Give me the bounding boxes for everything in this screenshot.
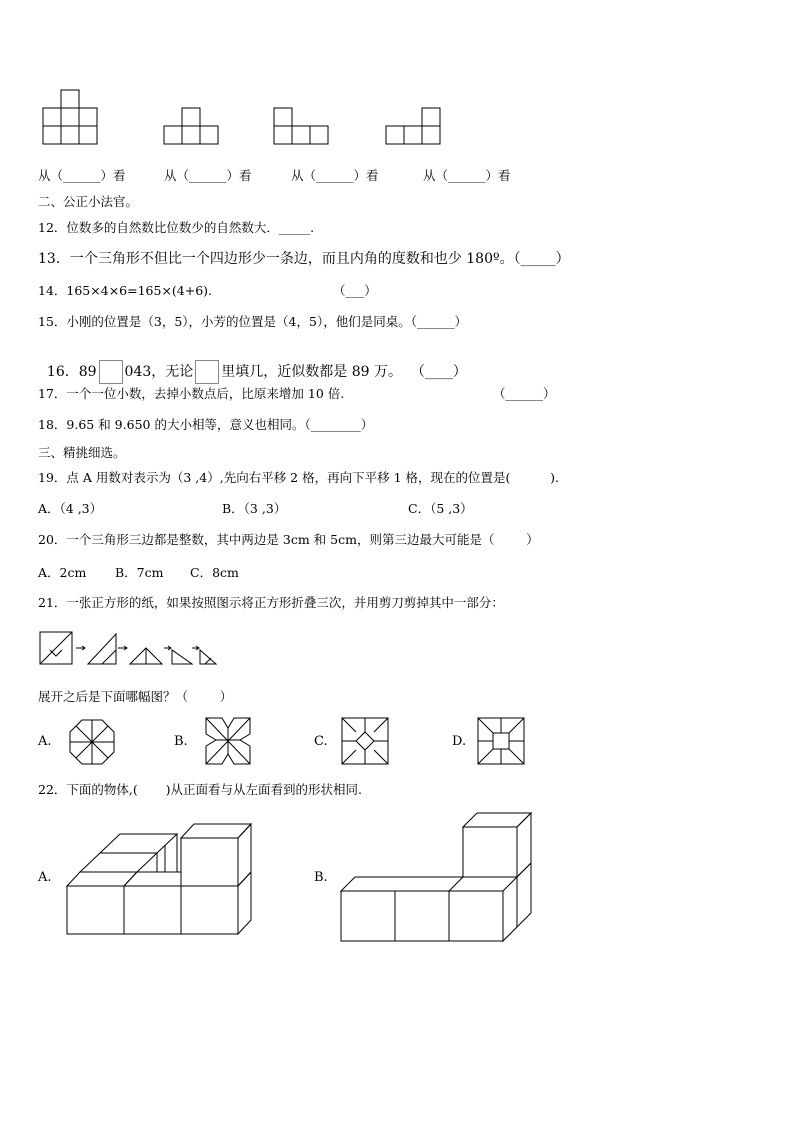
question-15: 15．小刚的位置是（3，5），小芳的位置是（4，5），他们是同桌。（______） [38, 314, 467, 329]
view-figure-1 [0, 0, 794, 160]
question-21-option-b: B. [174, 734, 188, 749]
option-b-figure [204, 716, 254, 768]
view-label-4: 从（______）看 [423, 168, 511, 183]
question-16-part-3: 里填几，近似数都是 89 万。 （____） [221, 364, 467, 380]
question-14-blank: （___） [333, 283, 377, 298]
question-19-option-b: B．（3 ,3） [222, 501, 287, 516]
question-21-prompt: 展开之后是下面哪幅图？（ ） [38, 689, 233, 704]
section-3-title: 三、精挑细选。 [38, 445, 126, 460]
blank-box [195, 360, 219, 384]
question-20-option-b: B．7cm [115, 565, 164, 580]
folding-sequence-figure [0, 620, 260, 670]
question-16 [38, 344, 467, 384]
question-17: 17．一个一位小数，去掉小数点后，比原来增加 10 倍. [38, 386, 345, 401]
question-12: 12．位数多的自然数比位数少的自然数大．_____. [38, 220, 315, 235]
option-a-figure [68, 718, 118, 768]
question-14: 14．165×4×6=165×(4+6). [38, 283, 213, 298]
question-17-blank: （______） [493, 386, 556, 401]
view-label-3: 从（______）看 [291, 168, 379, 183]
question-22-option-b: B. [314, 870, 328, 885]
question-21: 21．一张正方形的纸，如果按照图示将正方形折叠三次，并用剪刀剪掉其中一部分： [38, 595, 504, 610]
option-d-figure [476, 716, 528, 768]
question-18: 18．9.65 和 9.650 的大小相等，意义也相同。（________） [38, 417, 374, 432]
question-13: 13．一个三角形不但比一个四边形少一条边，而且内角的度数和也少 180º。（_____） [38, 251, 570, 267]
question-19-option-c: C．（5 ,3） [408, 501, 473, 516]
question-20-option-a: A．2cm [38, 565, 87, 580]
question-22: 22．下面的物体,( )从正面看与从左面看到的形状相同. [38, 782, 362, 797]
blank-box [99, 360, 123, 384]
question-16-part-1: 16．89 [46, 364, 97, 380]
question-22-option-a: A. [38, 870, 52, 885]
option-b-blocks-figure [0, 800, 600, 950]
section-2-title: 二、公正小法官。 [38, 194, 139, 209]
question-21-option-a: A. [38, 734, 52, 749]
question-21-option-d: D. [452, 734, 467, 749]
question-20: 20．一个三角形三边都是整数，其中两边是 3cm 和 5cm，则第三边最大可能是（ ） [38, 532, 539, 547]
question-16-part-2: 043，无论 [124, 364, 194, 380]
question-19: 19．点 A 用数对表示为（3 ,4）,先向右平移 2 格，再向下平移 1 格，现在的位置是( ). [38, 470, 559, 485]
view-label-1: 从（______）看 [38, 168, 126, 183]
option-c-figure [340, 716, 392, 768]
question-20-option-c: C．8cm [190, 565, 239, 580]
question-19-option-a: A．（4 ,3） [38, 501, 103, 516]
question-21-option-c: C. [314, 734, 328, 749]
view-label-2: 从（______）看 [164, 168, 252, 183]
